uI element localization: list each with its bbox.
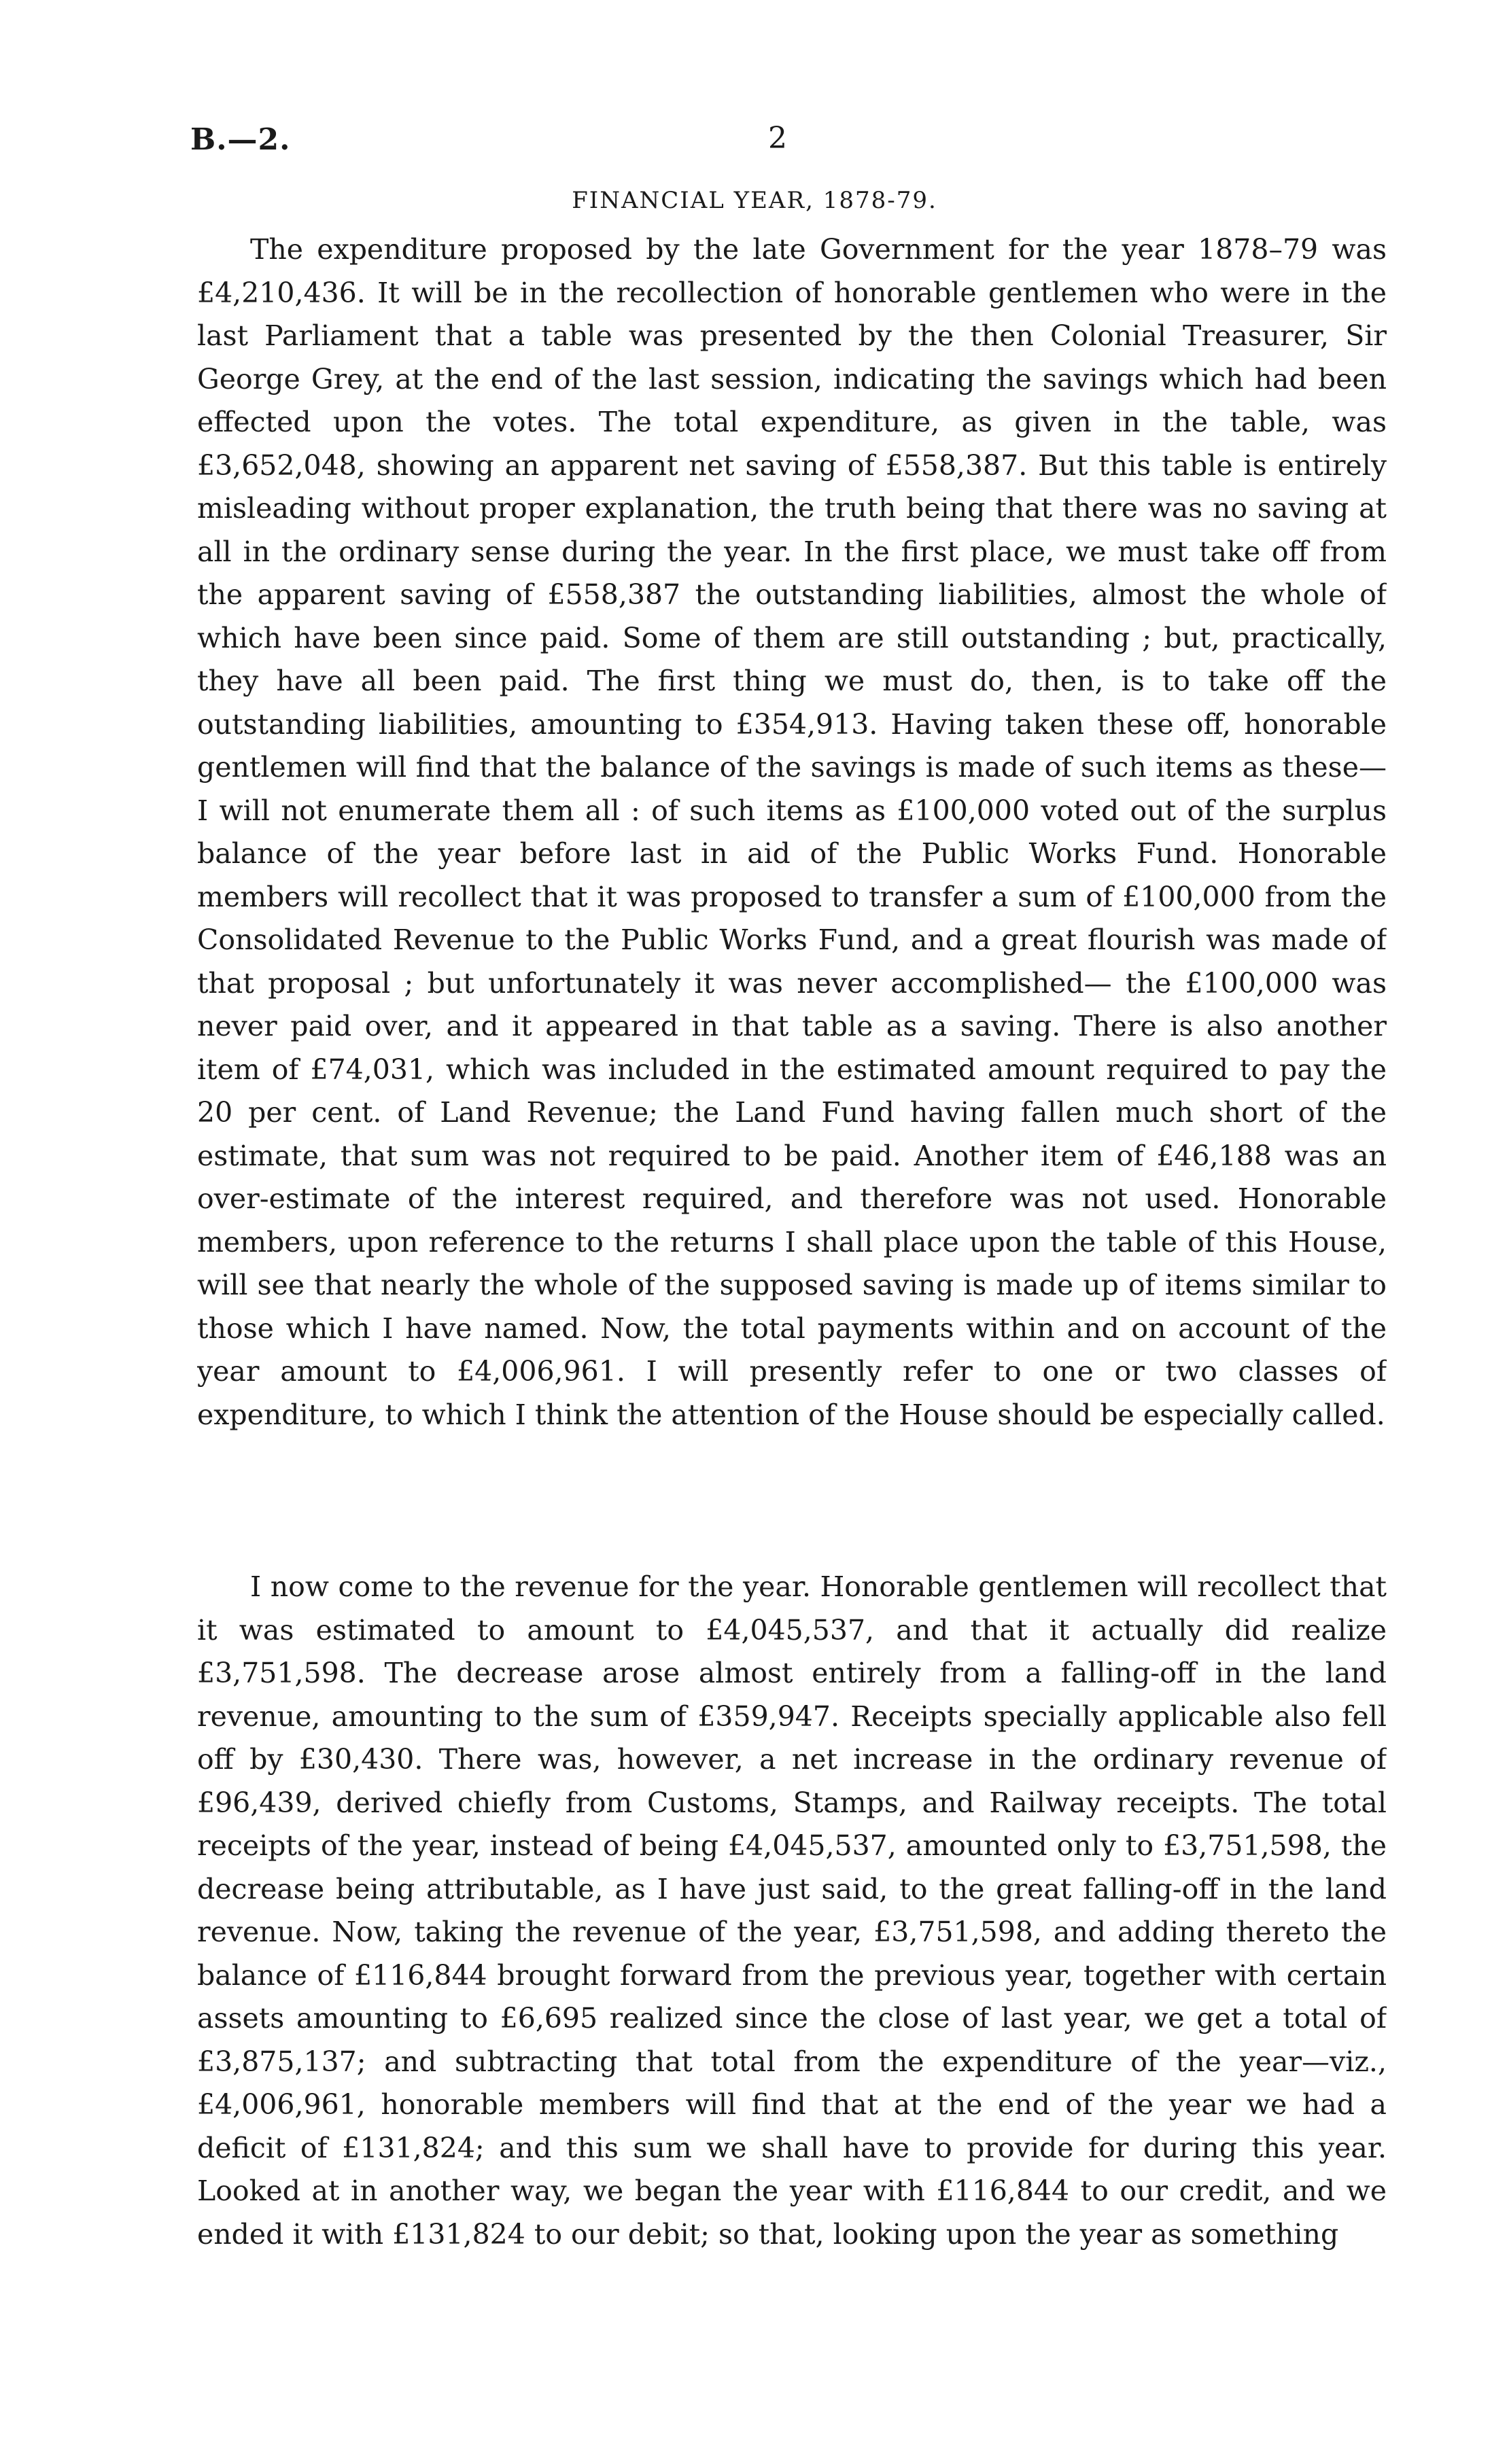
section-heading: FINANCIAL YEAR, 1878-79. [572, 187, 937, 214]
paragraph-revenue: I now come to the revenue for the year. Honorable gentlemen will recollect that it was estimated to amount to £4,045,537, and that it actually did realize £3,751,598. The decrease arose almost entirely from a falling-off in the land revenue, amounting to the sum of £359,947. Receipts specially applicable also fell off by £30,430. There was, however, a net increase in the ordinary revenue of £96,439, derived chiefly from Customs, Stamps, and Railway receipts. The total receipts of the year, instead of being £4,045,537, amounted only to £3,751,598, the decrease being attributable, as I have just said, to the great falling-off in the land revenue. Now, taking the revenue of the year, £3,751,598, and adding thereto the balance of £116,844 brought forward from the previous year, together with certain assets amounting to £6,695 realized since the close of last year, we get a total of £3,875,137; and subtracting that total from the expenditure of the year—viz., £4,006,961, honorable members will find that at the end of the year we had a deficit of £131,824; and this sum we shall have to provide for during this year. Looked at in another way, we began the year with £116,844 to our credit, and we ended it with £131,824 to our debit; so that, looking upon the year as something [197, 1570, 1387, 2251]
page-number: 2 [768, 121, 787, 156]
document-reference: B.—2. [190, 122, 291, 157]
body-text [197, 228, 1387, 2275]
paragraph-expenditure: The expenditure proposed by the late Government for the year 1878–79 was £4,210,436. It will be in the recollection of honorable gentlemen who were in the last Parliament that a table was presented by the then Colonial Treasurer, Sir George Grey, at the end of the last session, indicating the savings which had been effected upon the votes. The total expenditure, as given in the table, was £3,652,048, showing an apparent net saving of £558,387. But this table is entirely misleading without proper explanation, the truth being that there was no saving at all in the ordinary sense during the year. In the first place, we must take off from the apparent saving of £558,387 the outstanding liabilities, almost the whole of which have been since paid. Some of them are still outstanding ; but, practically, they have all been paid. The first thing we must do, then, is to take off the outstanding liabilities, amounting to £354,913. Having taken these off, honorable gentlemen will find that the balance of the savings is made of such items as these—I will not enumerate them all : of such items as £100,000 voted out of the surplus balance of the year before last in aid of the Public Works Fund. Honorable members will recollect that it was proposed to transfer a sum of £100,000 from the Consolidated Revenue to the Public Works Fund, and a great flourish was made of that proposal ; but unfortunately it was never accomplished— the £100,000 was never paid over, and it appeared in that table as a saving. There is also another item of £74,031, which was included in the estimated amount required to pay the 20 per cent. of Land Revenue; the Land Fund having fallen much short of the estimate, that sum was not required to be paid. Another item of £46,188 was an over-estimate of the interest required, and therefore was not used. Honorable members, upon reference to the returns I shall place upon the table of this House, will see that nearly the whole of the supposed saving is made up of items similar to those which I have named. Now, the total payments within and on account of the year amount to £4,006,961. I will presently refer to one or two classes of expenditure, to which I think the attention of the House should be especially called. [197, 233, 1387, 1431]
